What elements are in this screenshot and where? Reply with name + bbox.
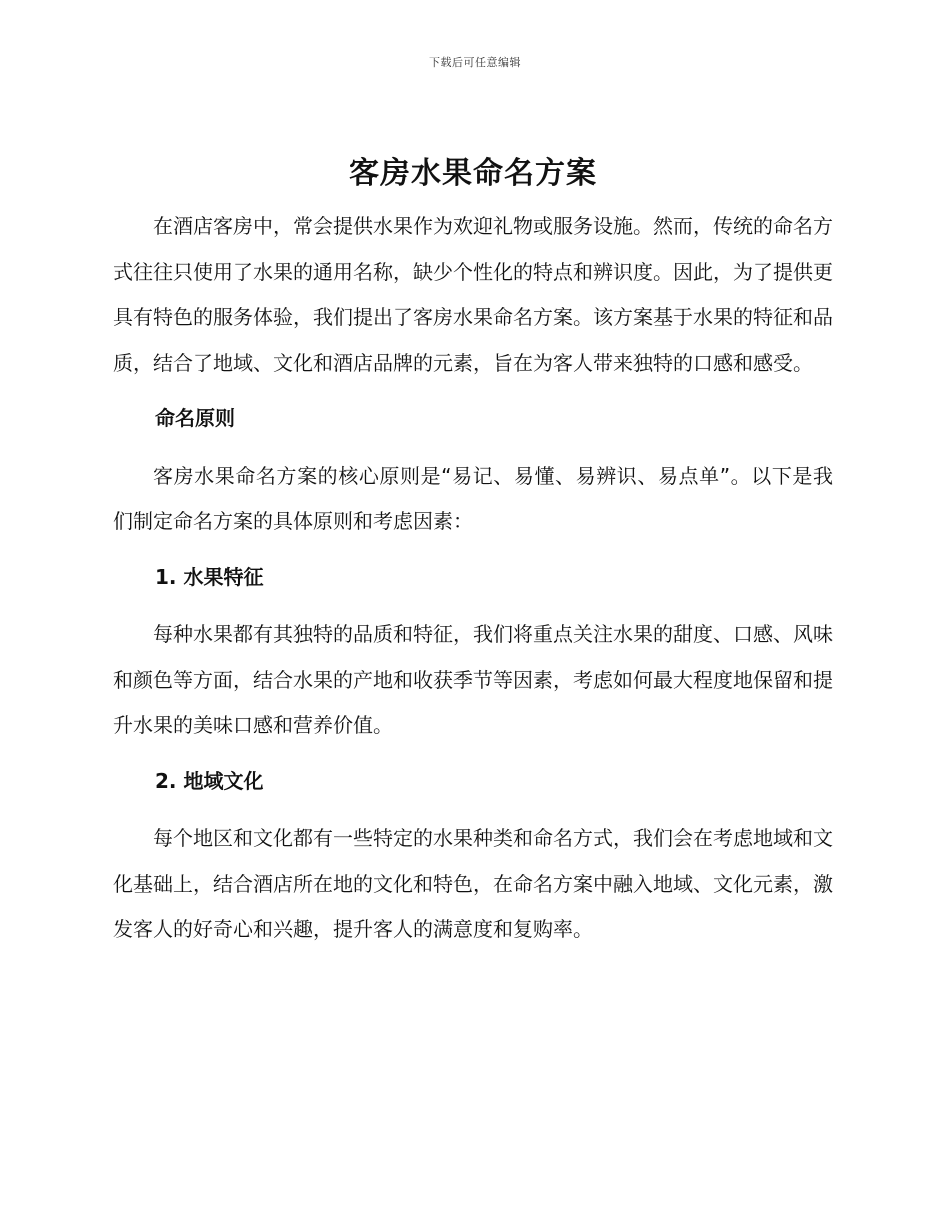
section-paragraph-fruit-features: 每种水果都有其独特的品质和特征，我们将重点关注水果的甜度、口感、风味和颜色等方面，结合水果的产地和收获季节等因素，考虑如何最大程度地保留和提升水果的美味口感和营养价值。 xyxy=(113,622,833,737)
header-note: 下载后可任意编辑 xyxy=(429,56,521,69)
document-body xyxy=(113,150,833,953)
document-title: 客房水果命名方案 xyxy=(349,156,597,191)
section-heading-fruit-features: 1. 水果特征 xyxy=(155,564,264,589)
intro-paragraph: 在酒店客房中，常会提供水果作为欢迎礼物或服务设施。然而，传统的命名方式往往只使用了水果的通用名称，缺少个性化的特点和辨识度。因此，为了提供更具有特色的服务体验，我们提出了客房水果命名方案。该方案基于水果的特征和品质，结合了地域、文化和酒店品牌的元素，旨在为客人带来独特的口感和感受。 xyxy=(113,214,833,375)
principles-heading: 命名原则 xyxy=(155,406,235,430)
section-heading-regional-culture: 2. 地域文化 xyxy=(155,768,264,793)
principles-paragraph: 客房水果命名方案的核心原则是“易记、易懂、易辨识、易点单”。以下是我们制定命名方案的具体原则和考虑因素： xyxy=(113,463,833,533)
section-paragraph-regional-culture: 每个地区和文化都有一些特定的水果种类和命名方式，我们会在考虑地域和文化基础上，结合酒店所在地的文化和特色，在命名方案中融入地域、文化元素，激发客人的好奇心和兴趣，提升客人的满意度和复购率。 xyxy=(113,826,833,941)
